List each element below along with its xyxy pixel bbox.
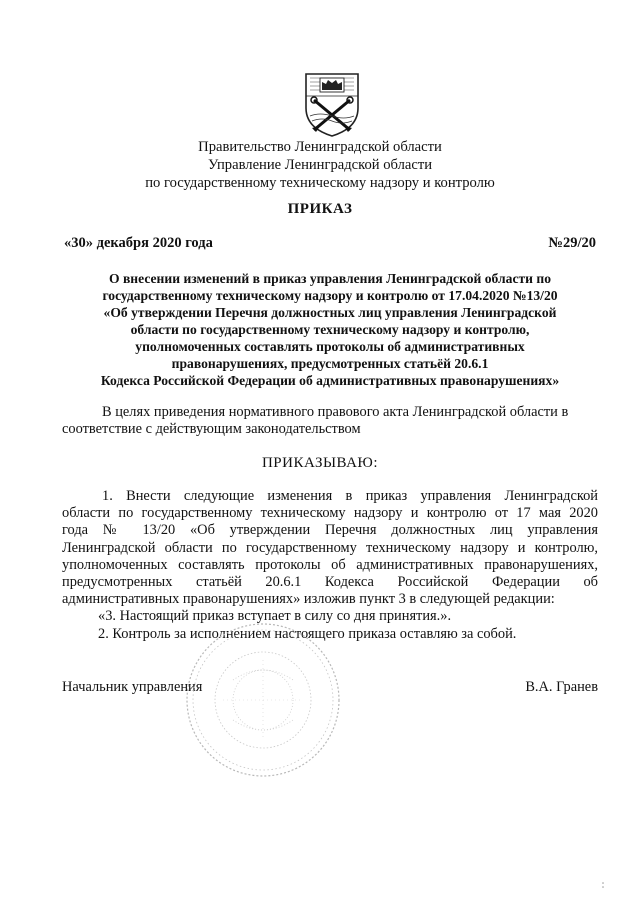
document-date: «30» декабря 2020 года: [64, 235, 213, 251]
organization-header: [0, 138, 640, 192]
body-line: Ленинградской области по государственному техническому надзору и контролю,: [62, 539, 598, 556]
preamble: [62, 404, 598, 438]
order-heading: ПРИКАЗЫВАЮ:: [261, 455, 379, 471]
signatory-name: В.А. Гранев: [525, 679, 598, 695]
document-number: №29/20: [548, 235, 596, 251]
body-line: 1. Внести следующие изменения в приказ управления Ленинградской: [102, 488, 598, 504]
header-line-government: Правительство Ленинградской области: [198, 139, 442, 155]
body-line: «3. Настоящий приказ вступает в силу со дня принятия.».: [98, 608, 452, 625]
subject-line: «Об утверждении Перечня должностных лиц управления Ленинградской: [103, 305, 557, 320]
signatory-position: Начальник управления: [62, 679, 203, 695]
subject-line: уполномоченных составлять протоколы об административных: [135, 339, 525, 354]
body-line: области по государственному техническому надзору и контролю от 17 мая 2020: [62, 505, 598, 522]
document-type: ПРИКАЗ: [287, 201, 353, 217]
header-line-department-scope: по государственному техническому надзору и контролю: [145, 175, 495, 191]
document-subject: [60, 270, 600, 389]
subject-line: правонарушениях, предусмотренных статьёй 20.6.1: [171, 356, 489, 371]
coat-of-arms-icon: [300, 70, 364, 140]
page-edge-mark: [600, 881, 606, 891]
order-body: [62, 488, 598, 643]
preamble-line: соответствие с действующим законодательством: [62, 421, 361, 437]
official-seal-stamp: [183, 620, 343, 780]
body-line: административных правонарушениях» изложив пункт 3 в следующей редакции:: [62, 591, 555, 608]
subject-line: Кодекса Российской Федерации об административных правонарушениях»: [100, 373, 560, 388]
body-line: года № 13/20 «Об утверждении Перечня должностных лиц управления: [62, 522, 598, 539]
header-line-department: Управление Ленинградской области: [207, 157, 433, 173]
body-line: уполномоченных составлять протоколы об административных правонарушениях,: [62, 556, 598, 573]
subject-line: О внесении изменений в приказ управления Ленинградской области по: [108, 271, 552, 286]
body-line: предусмотренных статьёй 20.6.1 Кодекса Российской Федерации об: [62, 574, 598, 591]
preamble-line: В целях приведения нормативного правового акта Ленинградской области в: [102, 404, 569, 420]
subject-line: государственному техническому надзору и контролю от 17.04.2020 №13/20: [102, 288, 558, 303]
body-line: 2. Контроль за исполнением настоящего приказа оставляю за собой.: [98, 625, 517, 642]
subject-line: области по государственному техническому надзору и контролю,: [130, 322, 530, 337]
